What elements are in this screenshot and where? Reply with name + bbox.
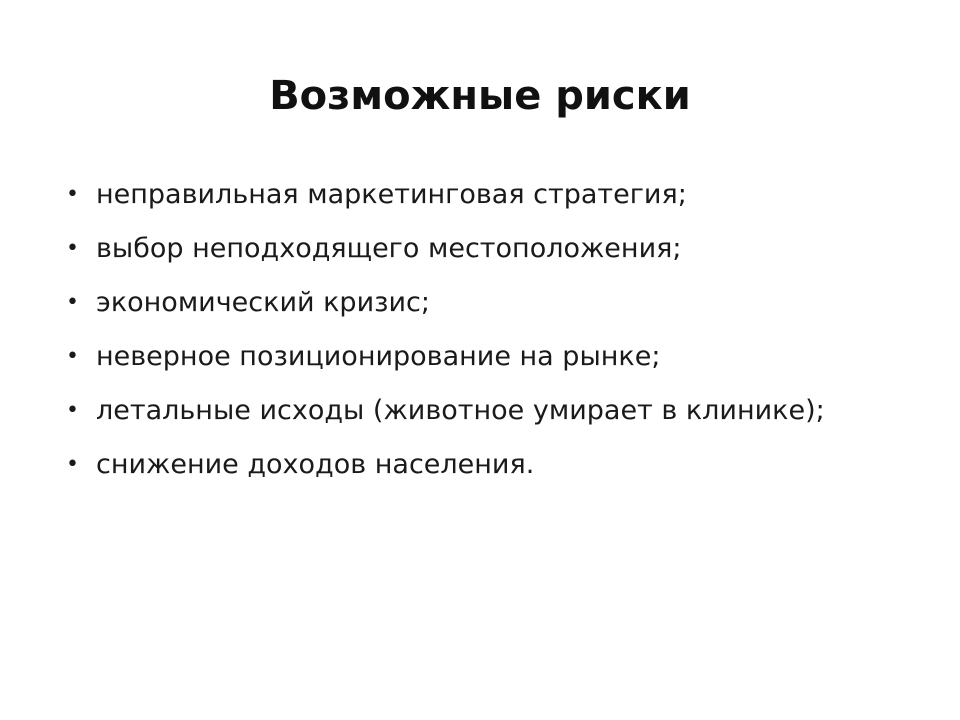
list-item bbox=[62, 336, 862, 378]
list-item bbox=[62, 228, 862, 270]
list-item-text: летальные исходы (животное умирает в клинике); bbox=[96, 395, 825, 426]
bullet-icon: • bbox=[66, 344, 79, 369]
list-item-text: экономический кризис; bbox=[96, 287, 430, 318]
risk-list bbox=[62, 174, 862, 498]
list-item bbox=[62, 174, 862, 216]
list-item-text: неправильная маркетинговая стратегия; bbox=[96, 179, 687, 210]
slide-title: Возможные риски bbox=[269, 73, 691, 119]
list-item-text: выбор неподходящего местоположения; bbox=[96, 233, 682, 264]
list-item-text: неверное позиционирование на рынке; bbox=[96, 341, 661, 372]
list-item-text: снижение доходов населения. bbox=[96, 449, 535, 480]
bullet-icon: • bbox=[66, 290, 79, 315]
bullet-icon: • bbox=[66, 182, 79, 207]
list-item bbox=[62, 390, 862, 432]
list-item bbox=[62, 282, 862, 324]
bullet-icon: • bbox=[66, 452, 79, 477]
bullet-icon: • bbox=[66, 398, 79, 423]
list-item bbox=[62, 444, 862, 486]
bullet-icon: • bbox=[66, 236, 79, 261]
